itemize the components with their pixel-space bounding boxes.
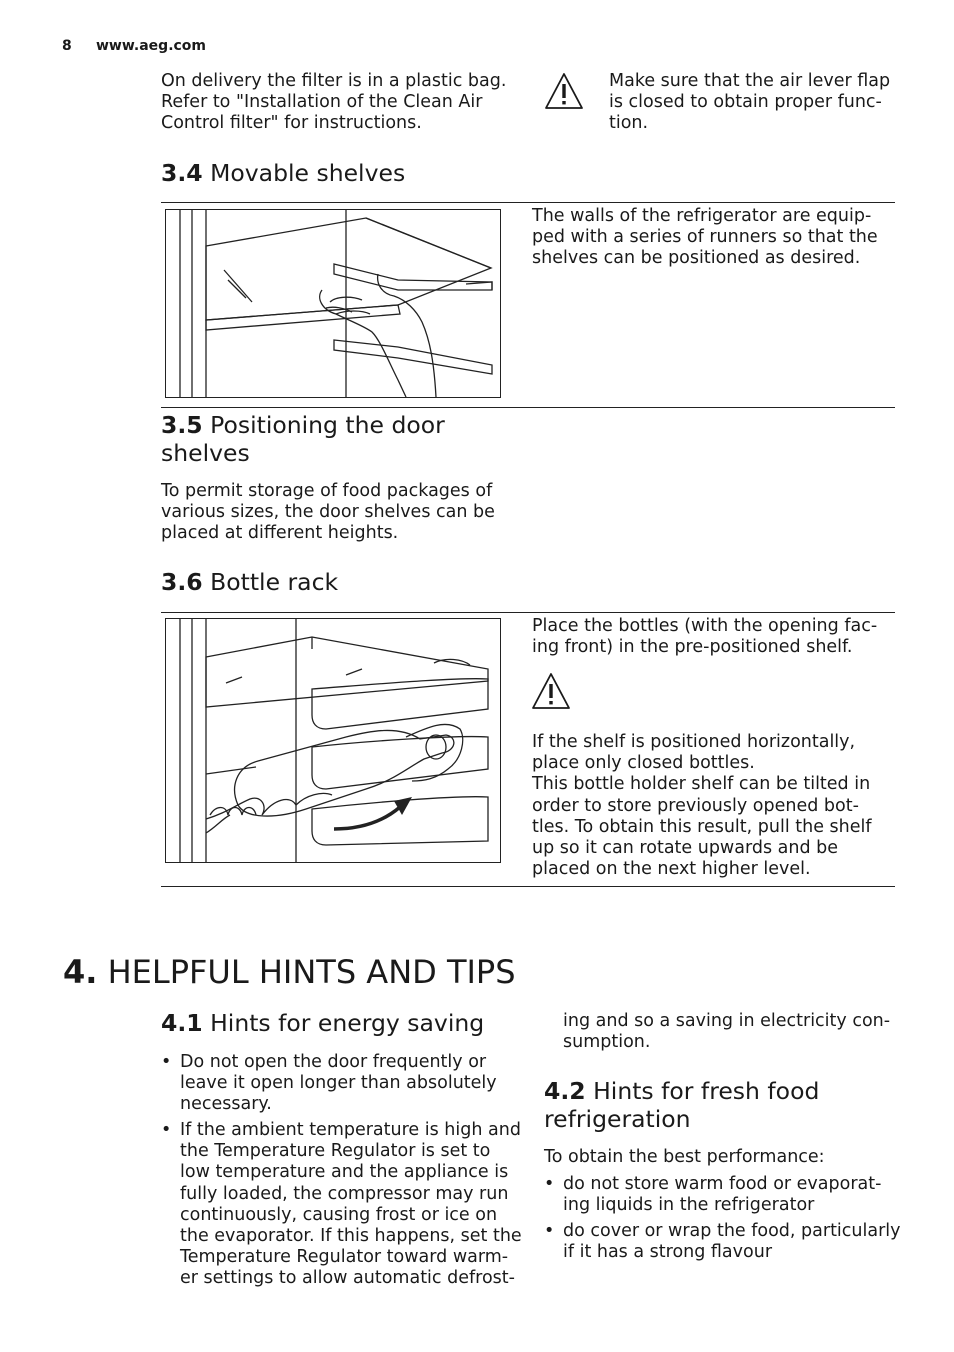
chapter-number: 4. [63,953,98,991]
bullet-icon: • [161,1052,172,1072]
text-line: Place the bottles (with the opening fac- [532,616,878,636]
section-4-2-heading [544,1077,819,1133]
text-line: the evaporator. If this happens, set the [180,1226,522,1247]
text-line: place only closed bottles. [532,753,755,774]
divider [161,407,895,408]
bullet-icon: • [544,1174,555,1194]
text-line: On delivery the filter is in a plastic bag. [161,71,507,91]
bullet-icon: • [544,1221,555,1241]
section-number: 4.1 [161,1009,203,1037]
text-line: various sizes, the door shelves can be [161,502,495,523]
section-title: Movable shelves [210,159,406,187]
warning-triangle-icon [544,72,584,110]
energy-saving-continuation [563,1011,890,1053]
text-line: the Temperature Regulator is set to [180,1141,491,1162]
text-line: er settings to allow automatic defrost- [180,1268,515,1289]
text-line: ing front) in the pre-positioned shelf. [532,637,853,658]
section-title: Positioning the door [210,411,445,439]
text-line: tion. [609,113,649,134]
section-3-5-heading [161,411,445,467]
section-number: 3.4 [161,159,203,187]
text-line: If the shelf is positioned horizontally, [532,732,856,752]
chapter-title: HELPFUL HINTS AND TIPS [107,953,516,991]
section-number: 3.6 [161,568,203,596]
warning-triangle-icon [531,672,571,710]
section-3-6-heading [161,568,338,596]
text-line: To permit storage of food packages of [161,481,493,501]
divider [161,612,895,613]
text-line: ing and so a saving in electricity con- [563,1011,891,1031]
bullet-icon: • [161,1120,172,1140]
website-link[interactable]: www.aeg.com [96,38,207,54]
text-line: If the ambient temperature is high and [180,1120,521,1140]
divider [161,886,895,887]
text-line: This bottle holder shelf can be tilted in [532,774,871,795]
movable-shelf-illustration [165,209,501,398]
text-line: is closed to obtain proper func- [609,92,882,113]
text-line: Make sure that the air lever flap [609,71,891,91]
text-line: Do not open the door frequently or [180,1052,487,1072]
section-number: 4.2 [544,1077,586,1105]
fresh-food-intro: To obtain the best performance: [544,1147,825,1167]
text-line: Control filter" for instructions. [161,113,422,134]
bottle-rack-text-top [532,616,877,658]
text-line: if it has a strong flavour [563,1242,773,1263]
text-line: ing liquids in the refrigerator [563,1195,815,1216]
chapter-4-heading [63,952,516,992]
text-line: Refer to "Installation of the Clean Air [161,92,483,113]
text-line: fully loaded, the compressor may run [180,1183,509,1204]
text-line: ped with a series of runners so that the [532,227,878,248]
text-line: placed at different heights. [161,523,399,544]
section-number: 3.5 [161,411,203,439]
section-3-4-heading [161,159,405,187]
text-line: continuously, causing frost or ice on [180,1204,498,1225]
text-line: necessary. [180,1094,272,1115]
section-4-1-heading [161,1009,484,1037]
text-line: leave it open longer than absolutely [180,1073,497,1094]
text-line: tles. To obtain this result, pull the shelf [532,816,872,837]
text-line: do cover or wrap the food, particularly [563,1221,901,1241]
bottle-rack-illustration [165,618,501,863]
section-title: refrigeration [544,1105,691,1133]
text-line: The walls of the refrigerator are equip- [532,206,872,226]
section-title: Hints for fresh food [593,1077,820,1105]
text-line: do not store warm food or evaporat- [563,1174,882,1194]
text-line: sumption. [563,1032,651,1053]
filter-note [161,71,506,135]
page-number: 8 [62,38,72,54]
warning-note [609,71,890,135]
door-shelves-text [161,481,495,545]
text-line: shelves can be positioned as desired. [532,248,861,269]
divider [161,202,895,203]
section-title: Bottle rack [210,568,339,596]
section-title: Hints for energy saving [210,1009,485,1037]
text-line: order to store previously opened bot- [532,795,859,816]
movable-shelves-text [532,206,878,270]
text-line: up so it can rotate upwards and be [532,838,839,859]
text-line: placed on the next higher level. [532,859,811,880]
text-line: Temperature Regulator toward warm- [180,1247,509,1268]
bottle-rack-text-bottom [532,732,872,880]
section-title: shelves [161,439,250,467]
text-line: low temperature and the appliance is [180,1162,509,1183]
